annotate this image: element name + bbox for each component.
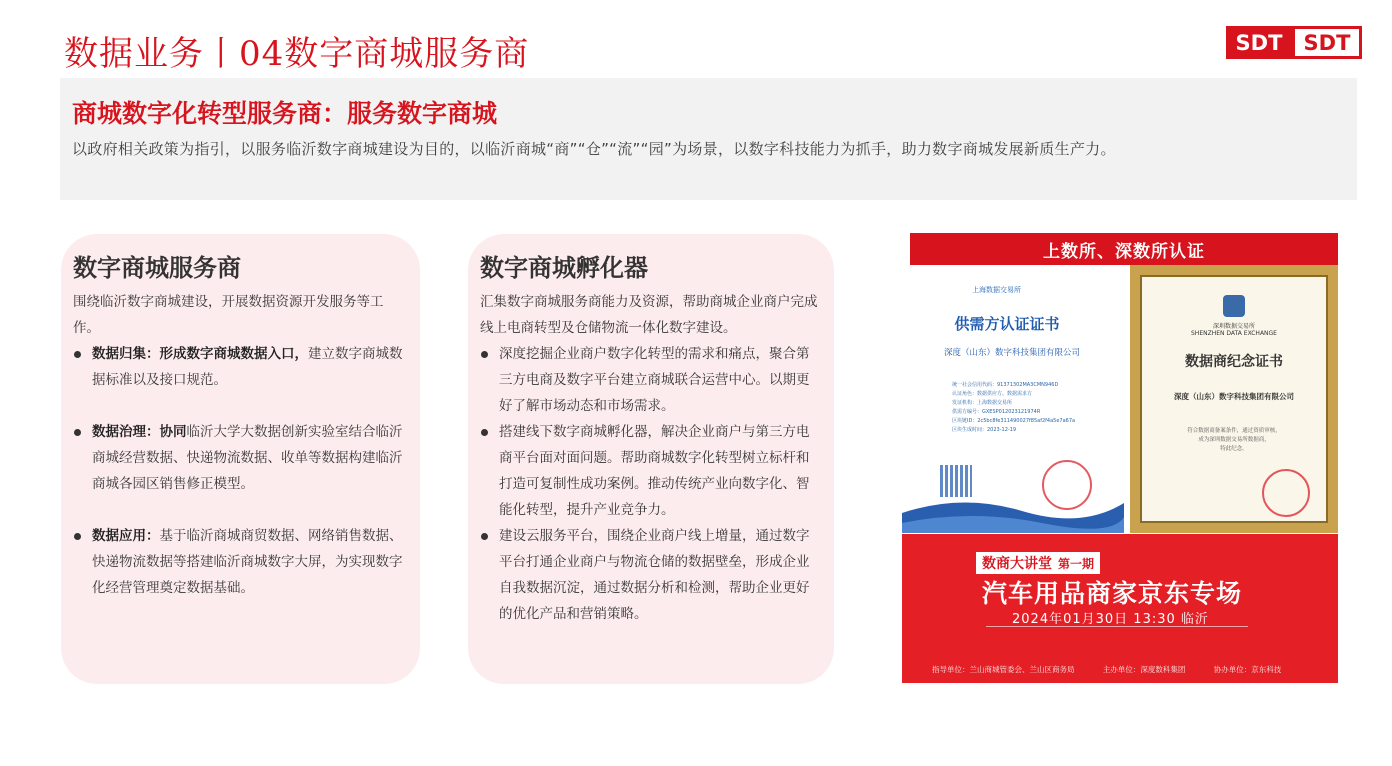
cert-issuer: 上海数据交易所 [972, 286, 1021, 294]
cert-company: 深度（山东）数字科技集团有限公司 [943, 348, 1080, 358]
event-headline: 汽车用品商家京东专场 [982, 579, 1243, 608]
event-footer: 指导单位：兰山商城管委会、兰山区商务局 主办单位：深度数科集团 协办单位：京东科技 [932, 665, 1282, 674]
cert-fine-print: 符合数据商备案条件，通过资质审核， 成为深圳数据交易所数据商， 特此纪念。 [1187, 428, 1281, 452]
logo-left: SDT [1226, 26, 1292, 59]
wave-decoration [902, 493, 1124, 533]
card-intro: 围绕临沂数字商城建设，开展数据资源开发服务等工作。 [73, 294, 384, 336]
event-tag: 数商大讲堂 第一期 [976, 552, 1100, 574]
item-bold: 数据应用： [92, 528, 160, 544]
item-text: 基于临沂商城商贸数据、网络销售数据、快递物流数据等搭建临沂商城数字大屏，为实现数字化经营管理奠定数据基础。 [92, 528, 403, 596]
card-title: 数字商城服务商 [73, 253, 241, 282]
cert-inner [1140, 275, 1328, 523]
banner-heading: 商城数字化转型服务商：服务数字商城 [72, 99, 498, 128]
sz-logo-icon [1223, 295, 1245, 317]
cert-issuer: 深圳数据交易所 SHENZHEN DATA EXCHANGE [1191, 323, 1277, 337]
shenzhen-certificate [1130, 265, 1338, 533]
certificates-heading: 上数所、深数所认证 [910, 233, 1338, 265]
event-poster [902, 534, 1338, 683]
event-datetime: 2024年01月30日 13:30 临沂 [1012, 612, 1209, 627]
list-item [73, 419, 408, 497]
certificates-image [902, 233, 1338, 533]
item-bold: 数据归集：形成数字商城数据入口， [92, 346, 308, 362]
cert-fine-print: 统一社会信用代码：91371302MA3CMN946D 认证角色：数据供应方、数据需求方 发证机构：上海数据交易所 供需方编号：GXESP012023121974R 区块链ID：2c5bc8fe311490027f85af2f4a5e7a67a 区块生成时间：2023-12-19 [952, 382, 1076, 433]
cert-title: 数据商纪念证书 [1185, 354, 1283, 370]
list-item [73, 341, 408, 393]
bullet-list [73, 341, 408, 601]
card-incubator [468, 234, 834, 684]
bullet-list [480, 341, 822, 627]
logo-right: SDT [1292, 26, 1362, 59]
page-title: 数据业务丨04数字商城服务商 [64, 34, 530, 74]
shanghai-certificate [902, 265, 1124, 533]
list-item: 建设云服务平台，围绕企业商户线上增量，通过数字平台打通企业商户与物流仓储的数据壁垒，形成企业自我数据沉淀，通过数据分析和检测，帮助企业更好的优化产品和营销策略。 [480, 523, 822, 627]
list-item: 搭建线下数字商城孵化器，解决企业商户与第三方电商平台面对面问题。帮助商城数字化转型树立标杆和打造可复制性成功案例。推动传统产业向数字化、智能化转型，提升产业竞争力。 [480, 419, 822, 523]
list-item: 深度挖掘企业商户数字化转型的需求和痛点，聚合第三方电商及数字平台建立商城联合运营中心。以期更好了解市场动态和市场需求。 [480, 341, 822, 419]
banner-text: 以政府相关政策为指引，以服务临沂数字商城建设为目的，以临沂商城“商”“仓”“流”“园”为场景，以数字科技能力为抓手，助力数字商城发展新质生产力。 [72, 140, 1116, 158]
cert-company: 深度（山东）数字科技集团有限公司 [1174, 392, 1294, 401]
sdt-logo [1226, 26, 1362, 59]
item-bold: 数据治理：协同 [92, 424, 187, 440]
summary-banner [60, 78, 1357, 200]
card-title: 数字商城孵化器 [480, 253, 648, 282]
list-item [73, 523, 408, 601]
cert-title: 供需方认证证书 [954, 315, 1060, 333]
red-seal-icon [1262, 469, 1310, 517]
event-tag-sub: 第一期 [1058, 556, 1095, 571]
sz-logo [1142, 295, 1326, 321]
item-text: 建立数字商城数据标准以及接口规范。 [92, 346, 403, 388]
card-service-provider [61, 234, 420, 684]
card-intro: 汇集数字商城服务商能力及资源，帮助商城企业商户完成线上电商转型及仓储物流一体化数字建设。 [480, 294, 818, 336]
item-text: 临沂大学大数据创新实验室结合临沂商城经营数据、快递物流数据、收单等数据构建临沂商城各园区销售修正模型。 [92, 424, 403, 492]
